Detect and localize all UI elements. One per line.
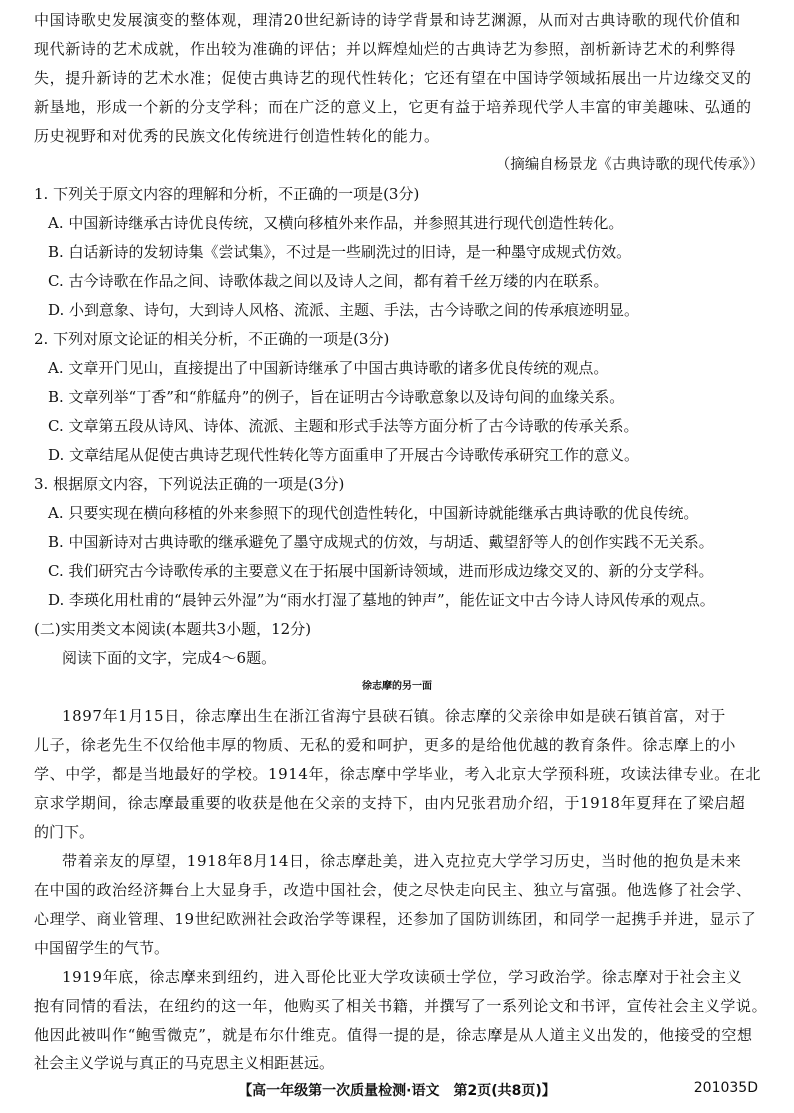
page-footer [0, 1080, 794, 1102]
passage2-line: 社会主义学说与真正的马克思主义相距甚远。 [34, 1054, 335, 1072]
passage2-line: 在中国的政治经济舞台上大显身手，改造中国社会，使之尽快走向民主、独立与富强。他选修了社会学、 [34, 881, 752, 899]
question-option: A. 中国新诗继承古诗优良传统，又横向移植外来作品，并参照其进行现代创造性转化。 [48, 214, 624, 232]
passage2-line: 中国留学生的气节。 [34, 939, 170, 957]
passage1-line: 历史视野和对优秀的民族文化传统进行创造性转化的能力。 [34, 127, 440, 145]
passage2-line: 带着亲友的厚望，1918年8月14日，徐志摩赴美，进入克拉克大学学习历史，当时他的抱负是未来 [62, 852, 742, 870]
question-stem: 2. 下列对原文论证的相关分析，不正确的一项是(3分) [34, 330, 390, 348]
passage2-line: 1897年1月15日，徐志摩出生在浙江省海宁县硖石镇。徐志摩的父亲徐申如是硖石镇首富，对于 [62, 707, 726, 725]
section-heading: (二)实用类文本阅读(本题共3小题，12分) [34, 620, 312, 638]
passage2-line: 京求学期间，徐志摩最重要的收获是他在父亲的支持下，由内兄张君劢介绍，于1918年夏拜在了梁启超 [34, 794, 746, 812]
passage1-source: （摘编自杨景龙《古典诗歌的现代传承》） [495, 157, 764, 173]
passage2-line: 的门下。 [34, 823, 95, 841]
passage1-line: 新垦地，形成一个新的分支学科；而在广泛的意义上，它更有益于培养现代学人丰富的审美趣味、弘通的 [34, 98, 752, 116]
passage2-line: 抱有同情的看法，在纽约的这一年，他购买了相关书籍，并撰写了一系列论文和书评，宣传社会主义学说。 [34, 997, 768, 1015]
passage2-line: 儿子，徐老先生不仅给他丰厚的物质、无私的爱和呵护，更多的是给他优越的教育条件。徐志摩上的小 [34, 736, 737, 754]
footer-code: 201035D [693, 1080, 758, 1096]
question-option: C. 古今诗歌在作品之间、诗歌体裁之间以及诗人之间，都有着千丝万缕的内在联系。 [48, 272, 609, 290]
question-option: D. 小到意象、诗句，大到诗人风格、流派、主题、手法，古今诗歌之间的传承痕迹明显。 [48, 301, 640, 319]
article-title: 徐志摩的另一面 [362, 681, 432, 692]
passage1-line: 现代新诗的艺术成就，作出较为准确的评估；并以辉煌灿烂的古典诗艺为参照，剖析新诗艺术的利弊得 [34, 40, 737, 58]
passage2-line: 他因此被叫作“鲍雪微克”，就是布尔什维克。值得一提的是，徐志摩是从人道主义出发的，他接受的空想 [34, 1026, 753, 1044]
question-stem: 1. 下列关于原文内容的理解和分析，不正确的一项是(3分) [34, 185, 420, 203]
passage2-line: 心理学、商业管理、19世纪欧洲社会政治学等课程，还参加了国防训练团，和同学一起携手并进，显示了 [34, 910, 757, 928]
passage2-line: 1919年底，徐志摩来到纽约，进入哥伦比亚大学攻读硕士学位，学习政治学。徐志摩对于社会主义 [62, 968, 743, 986]
question-option: B. 白话新诗的发轫诗集《尝试集》，不过是一些刷洗过的旧诗，是一种墨守成规式仿效。 [48, 243, 632, 261]
passage1-line: 中国诗歌史发展演变的整体观，理清20世纪新诗的诗学背景和诗艺渊源，从而对古典诗歌的现代价值和 [34, 11, 741, 29]
passage1-line: 失，提升新诗的艺术水准；促使古典诗艺的现代性转化；它还有望在中国诗学领域拓展出一片边缘交叉的 [34, 69, 752, 87]
section-instruction: 阅读下面的文字，完成4～6题。 [62, 649, 277, 667]
question-option: C. 文章第五段从诗风、诗体、流派、主题和形式手法等方面分析了古今诗歌的传承关系。 [48, 417, 639, 435]
question-option: B. 文章列举“丁香”和“舴艋舟”的例子，旨在证明古今诗歌意象以及诗句间的血缘关系。 [48, 388, 625, 406]
question-stem: 3. 根据原文内容，下列说法正确的一项是(3分) [34, 475, 345, 493]
question-option: B. 中国新诗对古典诗歌的继承避免了墨守成规式的仿效，与胡适、戴望舒等人的创作实践不无关系。 [48, 533, 714, 551]
question-option: A. 文章开门见山，直接提出了中国新诗继承了中国古典诗歌的诸多优良传统的观点。 [48, 359, 609, 377]
passage2-line: 学、中学，都是当地最好的学校。1914年，徐志摩中学毕业，考入北京大学预科班，攻读法律专业。在北 [34, 765, 761, 783]
question-option: C. 我们研究古今诗歌传承的主要意义在于拓展中国新诗领域，进而形成边缘交叉的、新的分支学科。 [48, 562, 714, 580]
question-option: D. 文章结尾从促使古典诗艺现代性转化等方面重申了开展古今诗歌传承研究工作的意义。 [48, 446, 640, 464]
footer-label: 【高一年级第一次质量检测·语文 第2页(共8页)】 [238, 1083, 556, 1099]
question-option: A. 只要实现在横向移植的外来参照下的现代创造性转化，中国新诗就能继承古典诗歌的优良传统。 [48, 504, 699, 522]
question-option: D. 李瑛化用杜甫的“晨钟云外湿”为“雨水打湿了墓地的钟声”，能佐证文中古今诗人诗风传承的观点。 [48, 591, 715, 609]
